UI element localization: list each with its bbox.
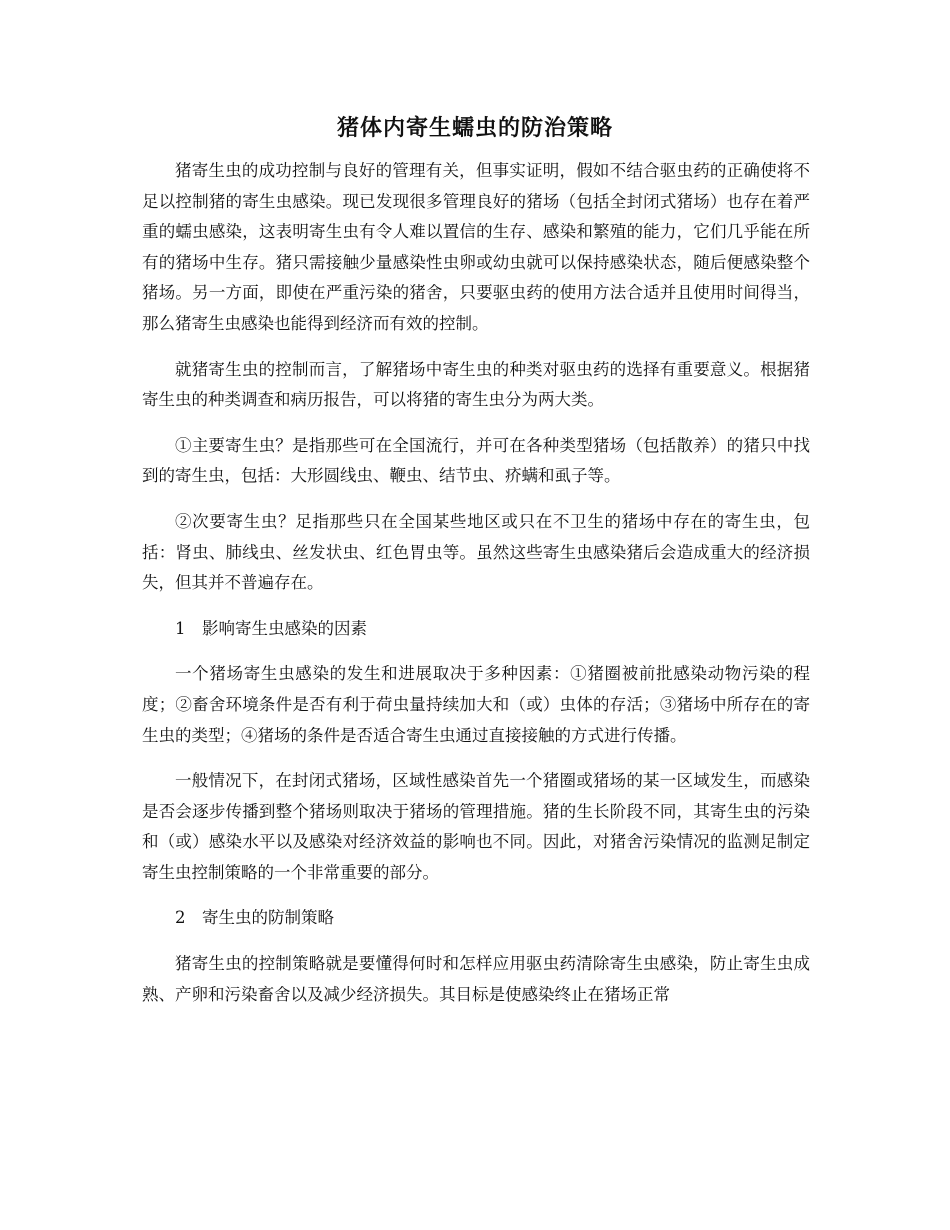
paragraph-factors: 一个猪场寄生虫感染的发生和进展取决于多种因素：①猪圈被前批感染动物污染的程度；②畜舍环境条件是否有利于荷虫量持续加大和（或）虫体的存活；③猪场中所存在的寄生虫的类型；④猪场的条件是否适合寄生虫通过直接接触的方式进行传播。 bbox=[142, 664, 810, 745]
section-heading-text: 寄生虫的防制策略 bbox=[202, 908, 334, 928]
section-heading-text: 影响寄生虫感染的因素 bbox=[202, 618, 367, 638]
paragraph-closed-farm: 一般情况下，在封闭式猪场，区域性感染首先一个猪圈或猪场的某一区域发生，而感染是否会逐步传播到整个猪场则取决于猪场的管理措施。猪的生长阶段不同，其寄生虫的污染和（或）感染水平以及感染对经济效益的影响也不同。因此，对猪舍污染情况的监测足制定寄生虫控制策略的一个非常重要的部分。 bbox=[142, 771, 810, 882]
paragraph-major-parasites: ①主要寄生虫？是指那些可在全国流行，并可在各种类型猪场（包括散养）的猪只中找到的寄生虫，包括：大形圆线虫、鞭虫、结节虫、疥螨和虱子等。 bbox=[142, 435, 810, 486]
document-body bbox=[142, 156, 810, 1025]
paragraph-strategy: 猪寄生虫的控制策略就是要懂得何时和怎样应用驱虫药清除寄生虫感染，防止寄生虫成熟、产卵和污染畜舍以及减少经济损失。其目标是使感染终止在猪场正常 bbox=[142, 954, 810, 1004]
section-heading-2 bbox=[142, 903, 810, 934]
paragraph-classification: 就猪寄生虫的控制而言，了解猪场中寄生虫的种类对驱虫药的选择有重要意义。根据猪寄生虫的种类调查和病历报告，可以将猪的寄生虫分为两大类。 bbox=[142, 359, 810, 410]
section-number: 2 bbox=[175, 908, 186, 928]
section-heading-1 bbox=[142, 614, 810, 645]
paragraph-minor-parasites: ②次要寄生虫？足指那些只在全国某些地区或只在不卫生的猪场中存在的寄生虫，包括：肾虫、肺线虫、丝发状虫、红色胃虫等。虽然这些寄生虫感染猪后会造成重大的经济损失，但其并不普遍存在。 bbox=[142, 511, 810, 593]
section-number: 1 bbox=[175, 618, 186, 638]
paragraph-intro: 猪寄生虫的成功控制与良好的管理有关，但事实证明，假如不结合驱虫药的正确使将不足以控制猪的寄生虫感染。现已发现很多管理良好的猪场（包括全封闭式猪场）也存在着严重的蠕虫感染，这表明寄生虫有令人难以置信的生存、感染和繁殖的能力，它们几乎能在所有的猪场中生存。猪只需接触少量感染性虫卵或幼虫就可以保持感染状态，随后便感染整个猪场。另一方面，即使在严重污染的猪舍，只要驱虫药的使用方法合适并且使用时间得当，那么猪寄生虫感染也能得到经济而有效的控制。 bbox=[142, 161, 810, 333]
document-title: 猪体内寄生蠕虫的防治策略 bbox=[336, 115, 613, 141]
